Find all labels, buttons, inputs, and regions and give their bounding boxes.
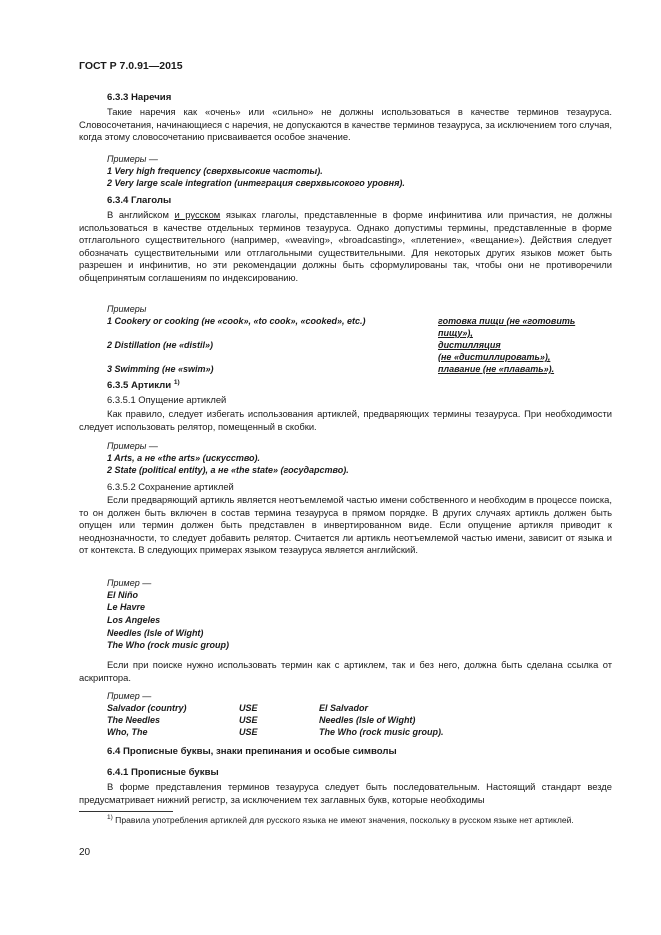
table-cell: The Needles [107,715,161,725]
section-6-3-3-paragraph: Такие наречия как «очень» или «сильно» не должны использоваться в качестве терминов тезауруса. Словосочетания, начинающиеся с наречия, не допускаются в качестве терминов тезауруса, за исключением того случая, когда этому словосочетанию присваивается особое значение. [79,106,612,143]
examples-label: Примеры [107,304,147,314]
text-run: языках глаголы, представленные в форме инфинитива или причастия, не должны использоваться в качестве отдельных терминов тезауруса. Однако допустимы термины, представленные в форме отглагольного существительного (например, «weaving», «broadcasting», «плетение», «вещание»). Действия следует обозначать существительными или отглагольными существительными. Для некоторых других языков может быть разрешен и инфинитив, но эти рекомендации должны быть сформулированы так, чтобы они не противоречили общепринятым соглашениям по индексированию. [79,209,612,283]
example-label: Пример — [107,691,152,701]
section-6-3-5-2-paragraph-2: Если при поиске нужно использовать термин как с артиклем, так и без него, должна быть сделана ссылка от аскриптора. [79,659,612,683]
example-item: El Niño [107,590,138,600]
examples-label: Примеры — [107,441,158,451]
example-right: (не «дистиллировать»), [438,352,551,362]
footnote-separator [79,811,173,812]
example-left: 1 Cookery or cooking (не «cook», «to cook», «cooked», etc.) [107,316,366,326]
section-6-3-3-title: 6.3.3 Наречия [107,92,172,103]
table-cell: Needles (Isle of Wight) [319,715,416,725]
section-6-3-5-1-paragraph: Как правило, следует избегать использования артиклей, предваряющих термины тезауруса. При необходимости следует использовать релятор, помещенный в скобки. [79,408,612,432]
example-item: The Who (rock music group) [107,640,230,650]
title-text: 6.3.5 Артикли [107,380,174,391]
example-line: 1 Very high frequency (сверхвысокие частоты). [107,166,323,176]
footnote-ref: 1) [173,378,180,386]
footnote-mark: 1) [107,814,113,822]
section-6-3-5-2-paragraph: Если предваряющий артикль является неотъемлемой частью имени собственного и необходим в процессе поиска, то он должен быть включен в состав термина тезауруса в прямом порядке. В других случаях артикль должен быть опущен или термин должен быть представлен в инвертированном виде. Если опущение артикля приводит к неоднозначности, то следует добавить релятор. Считается ли артикль неотъемлемой частью имени, зависит от языка и от контекста. В следующих примерах языком тезауруса является английский. [79,494,612,556]
example-line: 1 Arts, а не «the arts» (искусство). [107,453,261,463]
table-cell: USE [239,715,258,725]
table-cell: Salvador (country) [107,703,187,713]
example-item: Needles (Isle of Wight) [107,628,204,638]
example-right: готовка пищи (не «готовить [438,316,576,326]
section-6-3-5-1-title: 6.3.5.1 Опущение артиклей [107,394,227,405]
table-cell: Who, The [107,727,148,737]
table-cell: The Who (rock music group). [319,727,444,737]
example-left: 2 Distillation (не «distil») [107,340,213,350]
document-header: ГОСТ Р 7.0.91—2015 [79,60,183,72]
section-6-3-5-2-title: 6.3.5.2 Сохранение артиклей [107,481,234,492]
table-cell: USE [239,727,258,737]
example-right: пищу»), [438,328,473,338]
table-cell: USE [239,703,258,713]
example-left: 3 Swimming (не «swim») [107,364,214,374]
example-item: Le Havre [107,602,146,612]
section-6-3-5-title [107,380,180,391]
examples-label: Примеры — [107,154,158,164]
example-right: плавание (не «плавать»). [438,364,555,374]
section-6-4-1-title: 6.4.1 Прописные буквы [107,767,219,778]
example-right: дистилляция [438,340,501,350]
section-6-3-4-title: 6.3.4 Глаголы [107,195,172,206]
text-run: В английском [107,209,175,220]
example-item: Los Angeles [107,615,161,625]
example-line: 2 Very large scale integration (интеграция сверхвысокого уровня). [107,178,405,188]
underlined-text: и русском [174,209,221,220]
section-6-3-4-paragraph [79,209,612,285]
example-line: 2 State (political entity), а не «the state» (государство). [107,465,349,475]
section-6-4-1-paragraph: В форме представления терминов тезауруса следует быть последовательным. Настоящий стандарт везде предусматривает нижний регистр, за исключением тех заглавных букв, которые необходимы [79,781,612,805]
footnote-text: Правила употребления артиклей для русского языка не имеют значения, поскольку в русском языке нет артиклей. [112,815,574,825]
section-6-4-title: 6.4 Прописные буквы, знаки препинания и особые символы [107,746,397,757]
footnote [79,815,612,827]
page-number: 20 [79,847,91,858]
table-cell: El Salvador [319,703,369,713]
example-label: Пример — [107,578,152,588]
